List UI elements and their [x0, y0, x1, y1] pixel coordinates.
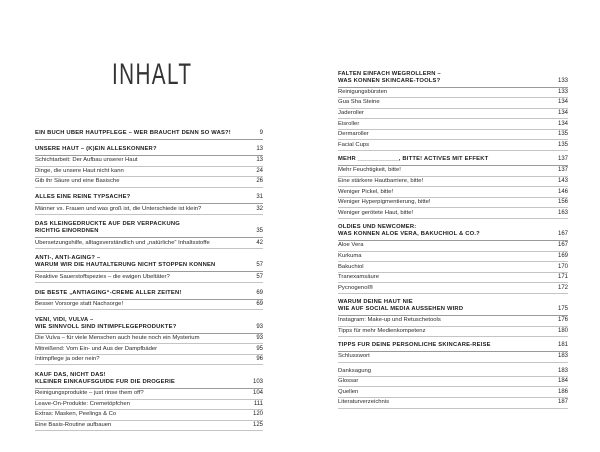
chapter-heading [35, 254, 263, 273]
entry-page-number: 133 [557, 88, 568, 95]
toc-entry [35, 421, 263, 432]
chapter-page-number: 9 [259, 129, 263, 136]
entry-page-number: 24 [256, 167, 263, 174]
chapter-heading [338, 155, 568, 167]
entry-label: Bakuchiol [338, 263, 364, 270]
entry-label: Reinigungsprodukte – just rinse them off? [35, 390, 144, 397]
entry-page-number: 93 [256, 334, 263, 341]
entry-label: Eisroller [338, 120, 360, 127]
chapter-heading-line: WAS KÖNNEN ALOE VERA, BAKUCHIOL & CO.? [338, 231, 480, 238]
entry-page-number: 169 [557, 252, 568, 259]
toc-entry [338, 316, 568, 327]
toc-column-left [35, 128, 263, 431]
toc-entry [35, 272, 263, 283]
entry-page-number: 134 [557, 99, 568, 106]
chapter-heading-text [338, 156, 548, 163]
chapter-heading-line: ALLES EINE REINE TYPSACHE? [35, 194, 131, 201]
toc-entry [338, 352, 568, 363]
chapter-heading-text [35, 130, 243, 137]
chapter-heading-line: EIN BUCH ÜBER HAUTPFLEGE – WER BRAUCHT DENN SO WAS?! [35, 129, 231, 136]
chapter-heading [35, 220, 263, 239]
chapter-page-number: 69 [256, 289, 263, 296]
chapter-heading-line: MEHR ____________, BITTE! ACTIVES MIT EFFEKT [338, 156, 489, 163]
toc-entry [338, 140, 568, 151]
entry-label: Die Vulva – für viele Menschen auch heute noch ein Mysterium [35, 334, 200, 341]
entry-label: Weniger Hyperpigmentierung, bitte! [338, 199, 431, 206]
toc-entry [35, 300, 263, 311]
entry-page-number: 183 [557, 353, 568, 360]
chapter-heading-text [338, 342, 548, 349]
chapter-heading [35, 128, 263, 140]
toc-entry [338, 252, 568, 263]
entry-label: Intimpflege ja oder nein? [35, 356, 100, 363]
entry-label: Schlusswort [338, 353, 370, 360]
entry-page-number: 135 [557, 131, 568, 138]
toc-entry [35, 344, 263, 355]
entry-label: Leave-On-Produkte: Cremetöpfchen [35, 400, 130, 407]
toc-entry [35, 156, 263, 167]
chapter-page-number: 175 [557, 306, 568, 312]
entry-page-number: 57 [256, 273, 263, 280]
toc-entry [338, 262, 568, 273]
entry-page-number: 69 [256, 300, 263, 307]
toc-chapter [338, 298, 568, 338]
toc-entry [338, 241, 568, 252]
entry-label: Weniger Pickel, bitte! [338, 188, 394, 195]
chapter-heading-line: UNSERE HAUT – (K)EIN ALLESKÖNNER? [35, 146, 157, 152]
chapter-heading [338, 223, 568, 242]
toc-chapter [338, 341, 568, 363]
toc-entry [338, 109, 568, 120]
entry-page-number: 171 [557, 274, 568, 281]
chapter-page-number: 133 [557, 77, 568, 84]
entry-label: Quellen [338, 388, 359, 395]
chapter-heading [35, 193, 263, 205]
chapter-heading-line: KLEINER EINKAUFSGUIDE FÜR DIE DROGERIE [35, 378, 175, 385]
toc-entry [338, 177, 568, 188]
entry-label: Dinge, die unsere Haut nicht kann [35, 167, 124, 174]
toc-chapter [338, 155, 568, 219]
chapter-heading-text [35, 290, 243, 297]
entry-label: Tranexamsäure [338, 274, 380, 281]
entry-label: Aloe Vera [338, 242, 364, 249]
toc-column-right [338, 69, 568, 409]
toc-entry [35, 410, 263, 421]
toc-entry [338, 130, 568, 141]
toc-chapter [35, 193, 263, 215]
chapter-heading-line: WAS KÖNNEN SKINCARE-TOOLS? [338, 77, 441, 84]
chapter-heading-line: OLDIES UND NEWCOMER: [338, 224, 417, 231]
entry-label: Männer vs. Frauen und was groß ist, die Unterschiede ist klein? [35, 205, 202, 212]
entry-page-number: 143 [557, 177, 568, 184]
entry-page-number: 176 [557, 317, 568, 324]
chapter-heading-text [338, 71, 548, 85]
entry-label: Tipps für mehr Medienkompetenz [338, 327, 426, 334]
entry-label: Extras: Masken, Peelings & Co [35, 411, 117, 418]
entry-label: Pycnogenol® [338, 284, 374, 291]
entry-label: Dermaroller [338, 131, 369, 138]
toc-entry [35, 400, 263, 411]
entry-label: Danksagung [338, 367, 372, 374]
entry-label: Übersetzungshilfe, alltagsverständlich und „natürliche“ Inhaltsstoffe [35, 239, 210, 246]
chapter-heading-line: FALTEN EINFACH WEGROLLERN – [338, 70, 441, 77]
chapter-heading [35, 370, 263, 389]
chapter-page-number: 57 [256, 262, 263, 269]
entry-page-number: 184 [557, 378, 568, 385]
chapter-heading-text [35, 255, 243, 269]
toc-entry [35, 238, 263, 249]
toc-entry [338, 208, 568, 219]
toc-entry [338, 88, 568, 99]
toc-entry [35, 177, 263, 188]
chapter-page-number: 103 [252, 378, 263, 385]
toc-chapter [35, 288, 263, 310]
chapter-heading [338, 341, 568, 353]
entry-page-number: 135 [557, 141, 568, 148]
chapter-heading-line: WARUM WIR DIE HAUTALTERUNG NICHT STOPPEN KÖNNEN [35, 262, 216, 269]
entry-page-number: 167 [557, 242, 568, 249]
entry-page-number: 180 [557, 327, 568, 334]
toc-entry [35, 334, 263, 345]
entry-page-number: 96 [256, 356, 263, 363]
entry-label: Reaktive Sauerstoffspezies – die ewigen Übeltäter? [35, 273, 170, 280]
entry-label: Reinigungsbürsten [338, 88, 388, 95]
entry-label: Weniger gerötete Haut, bitte! [338, 209, 414, 216]
toc-chapter [35, 145, 263, 188]
chapter-heading [35, 288, 263, 300]
entry-page-number: 26 [256, 178, 263, 185]
toc-entry [338, 273, 568, 284]
entry-label: Eine stärkere Hautbarriere, bitte! [338, 177, 424, 184]
entry-page-number: 163 [557, 209, 568, 216]
toc-entry [35, 167, 263, 178]
entry-page-number: 183 [557, 367, 568, 374]
chapter-heading-line: WIE AUF SOCIAL MEDIA AUSSEHEN WIRD [338, 306, 464, 312]
chapter-heading-line: WARUM DEINE HAUT NIE [338, 299, 413, 305]
toc-title: INHALT [112, 58, 193, 91]
entry-page-number: 134 [557, 109, 568, 116]
chapter-heading-text [35, 146, 243, 153]
chapter-heading-line: WIE SINNVOLL SIND INTIMPFLEGEPRODUKTE? [35, 323, 177, 330]
toc-entry [338, 119, 568, 130]
chapter-heading-text [35, 317, 243, 331]
toc-chapter [35, 370, 263, 431]
entry-page-number: 134 [557, 120, 568, 127]
chapter-heading [338, 298, 568, 317]
toc-entry [338, 187, 568, 198]
entry-label: Glossar [338, 378, 359, 385]
entry-page-number: 170 [557, 263, 568, 270]
toc-entry [338, 327, 568, 338]
entry-label: Facial Cups [338, 141, 370, 148]
chapter-page-number: 167 [557, 231, 568, 238]
toc-chapter [35, 220, 263, 249]
entry-label: Literaturverzeichnis [338, 399, 390, 406]
chapter-heading-text [35, 194, 243, 201]
entry-label: Instagram: Make-up und Retuschetools [338, 317, 441, 324]
chapter-heading [35, 315, 263, 334]
toc-chapter [338, 69, 568, 151]
chapter-heading-text [338, 224, 548, 238]
entry-page-number: 120 [252, 411, 263, 418]
back-matter [338, 366, 568, 408]
toc-entry [338, 98, 568, 109]
chapter-heading [338, 69, 568, 88]
entry-page-number: 186 [557, 388, 568, 395]
entry-label: Gua Sha Steine [338, 99, 380, 106]
chapter-page-number: 13 [256, 146, 263, 152]
chapter-heading-line: VENI, VIDI, VULVA – [35, 316, 94, 323]
entry-page-number: 104 [252, 390, 263, 397]
entry-label: Gib ihr Säure und eine Basische [35, 178, 120, 185]
chapter-page-number: 31 [256, 194, 263, 201]
entry-page-number: 156 [557, 199, 568, 206]
entry-page-number: 187 [557, 399, 568, 406]
chapter-heading-line: DAS KLEINGEDRUCKTE AUF DER VERPACKUNG [35, 221, 180, 228]
entry-page-number: 125 [252, 422, 263, 429]
entry-page-number: 137 [557, 167, 568, 174]
chapter-heading-line: DIE BESTE „ANTIAGING“-CREME ALLER ZEITEN! [35, 289, 182, 296]
toc-entry [338, 366, 568, 377]
entry-page-number: 111 [253, 400, 263, 407]
toc-entry [35, 204, 263, 215]
chapter-heading-text [35, 221, 243, 235]
toc-entry [338, 387, 568, 398]
toc-chapter [35, 254, 263, 283]
entry-label: Kurkuma [338, 252, 362, 259]
toc-entry [338, 377, 568, 388]
chapter-page-number: 93 [256, 323, 263, 330]
chapter-heading-line: ANTI-, ANTI-AGING? – [35, 255, 101, 262]
chapter-heading-text [338, 299, 548, 313]
toc-entry [338, 283, 568, 294]
toc-entry [338, 398, 568, 409]
toc-entry [338, 166, 568, 177]
entry-label: Mitreißend: Vom Ein- und Aus der Dampfbäder [35, 345, 158, 352]
entry-label: Besser Vorsorge statt Nachsorge! [35, 300, 124, 307]
entry-page-number: 172 [557, 284, 568, 291]
toc-chapter [35, 128, 263, 140]
entry-page-number: 146 [557, 188, 568, 195]
entry-page-number: 13 [256, 157, 263, 164]
toc-chapter [35, 315, 263, 365]
chapter-heading-line: RICHTIG EINORDNEN [35, 228, 99, 235]
chapter-heading-line: TIPPS FÜR DEINE PERSÖNLICHE SKINCARE-REISE [338, 342, 491, 349]
entry-label: Eine Basis-Routine aufbauen [35, 422, 112, 429]
entry-page-number: 42 [256, 239, 263, 246]
toc-entry [338, 198, 568, 209]
toc-chapter [338, 223, 568, 294]
chapter-heading [35, 145, 263, 157]
toc-entry [35, 355, 263, 366]
chapter-heading-line: KAUF DAS, NICHT DAS! [35, 371, 106, 378]
entry-page-number: 95 [256, 345, 263, 352]
entry-label: Mehr Feuchtigkeit, bitte! [338, 167, 401, 174]
toc-entry [35, 389, 263, 400]
chapter-page-number: 137 [557, 156, 568, 163]
entry-label: Schichtarbeit: Der Aufbau unserer Haut [35, 157, 138, 164]
entry-page-number: 32 [256, 205, 263, 212]
chapter-heading-text [35, 372, 243, 386]
entry-label: Jaderoller [338, 109, 364, 116]
chapter-page-number: 35 [256, 228, 263, 235]
chapter-page-number: 181 [557, 342, 568, 349]
